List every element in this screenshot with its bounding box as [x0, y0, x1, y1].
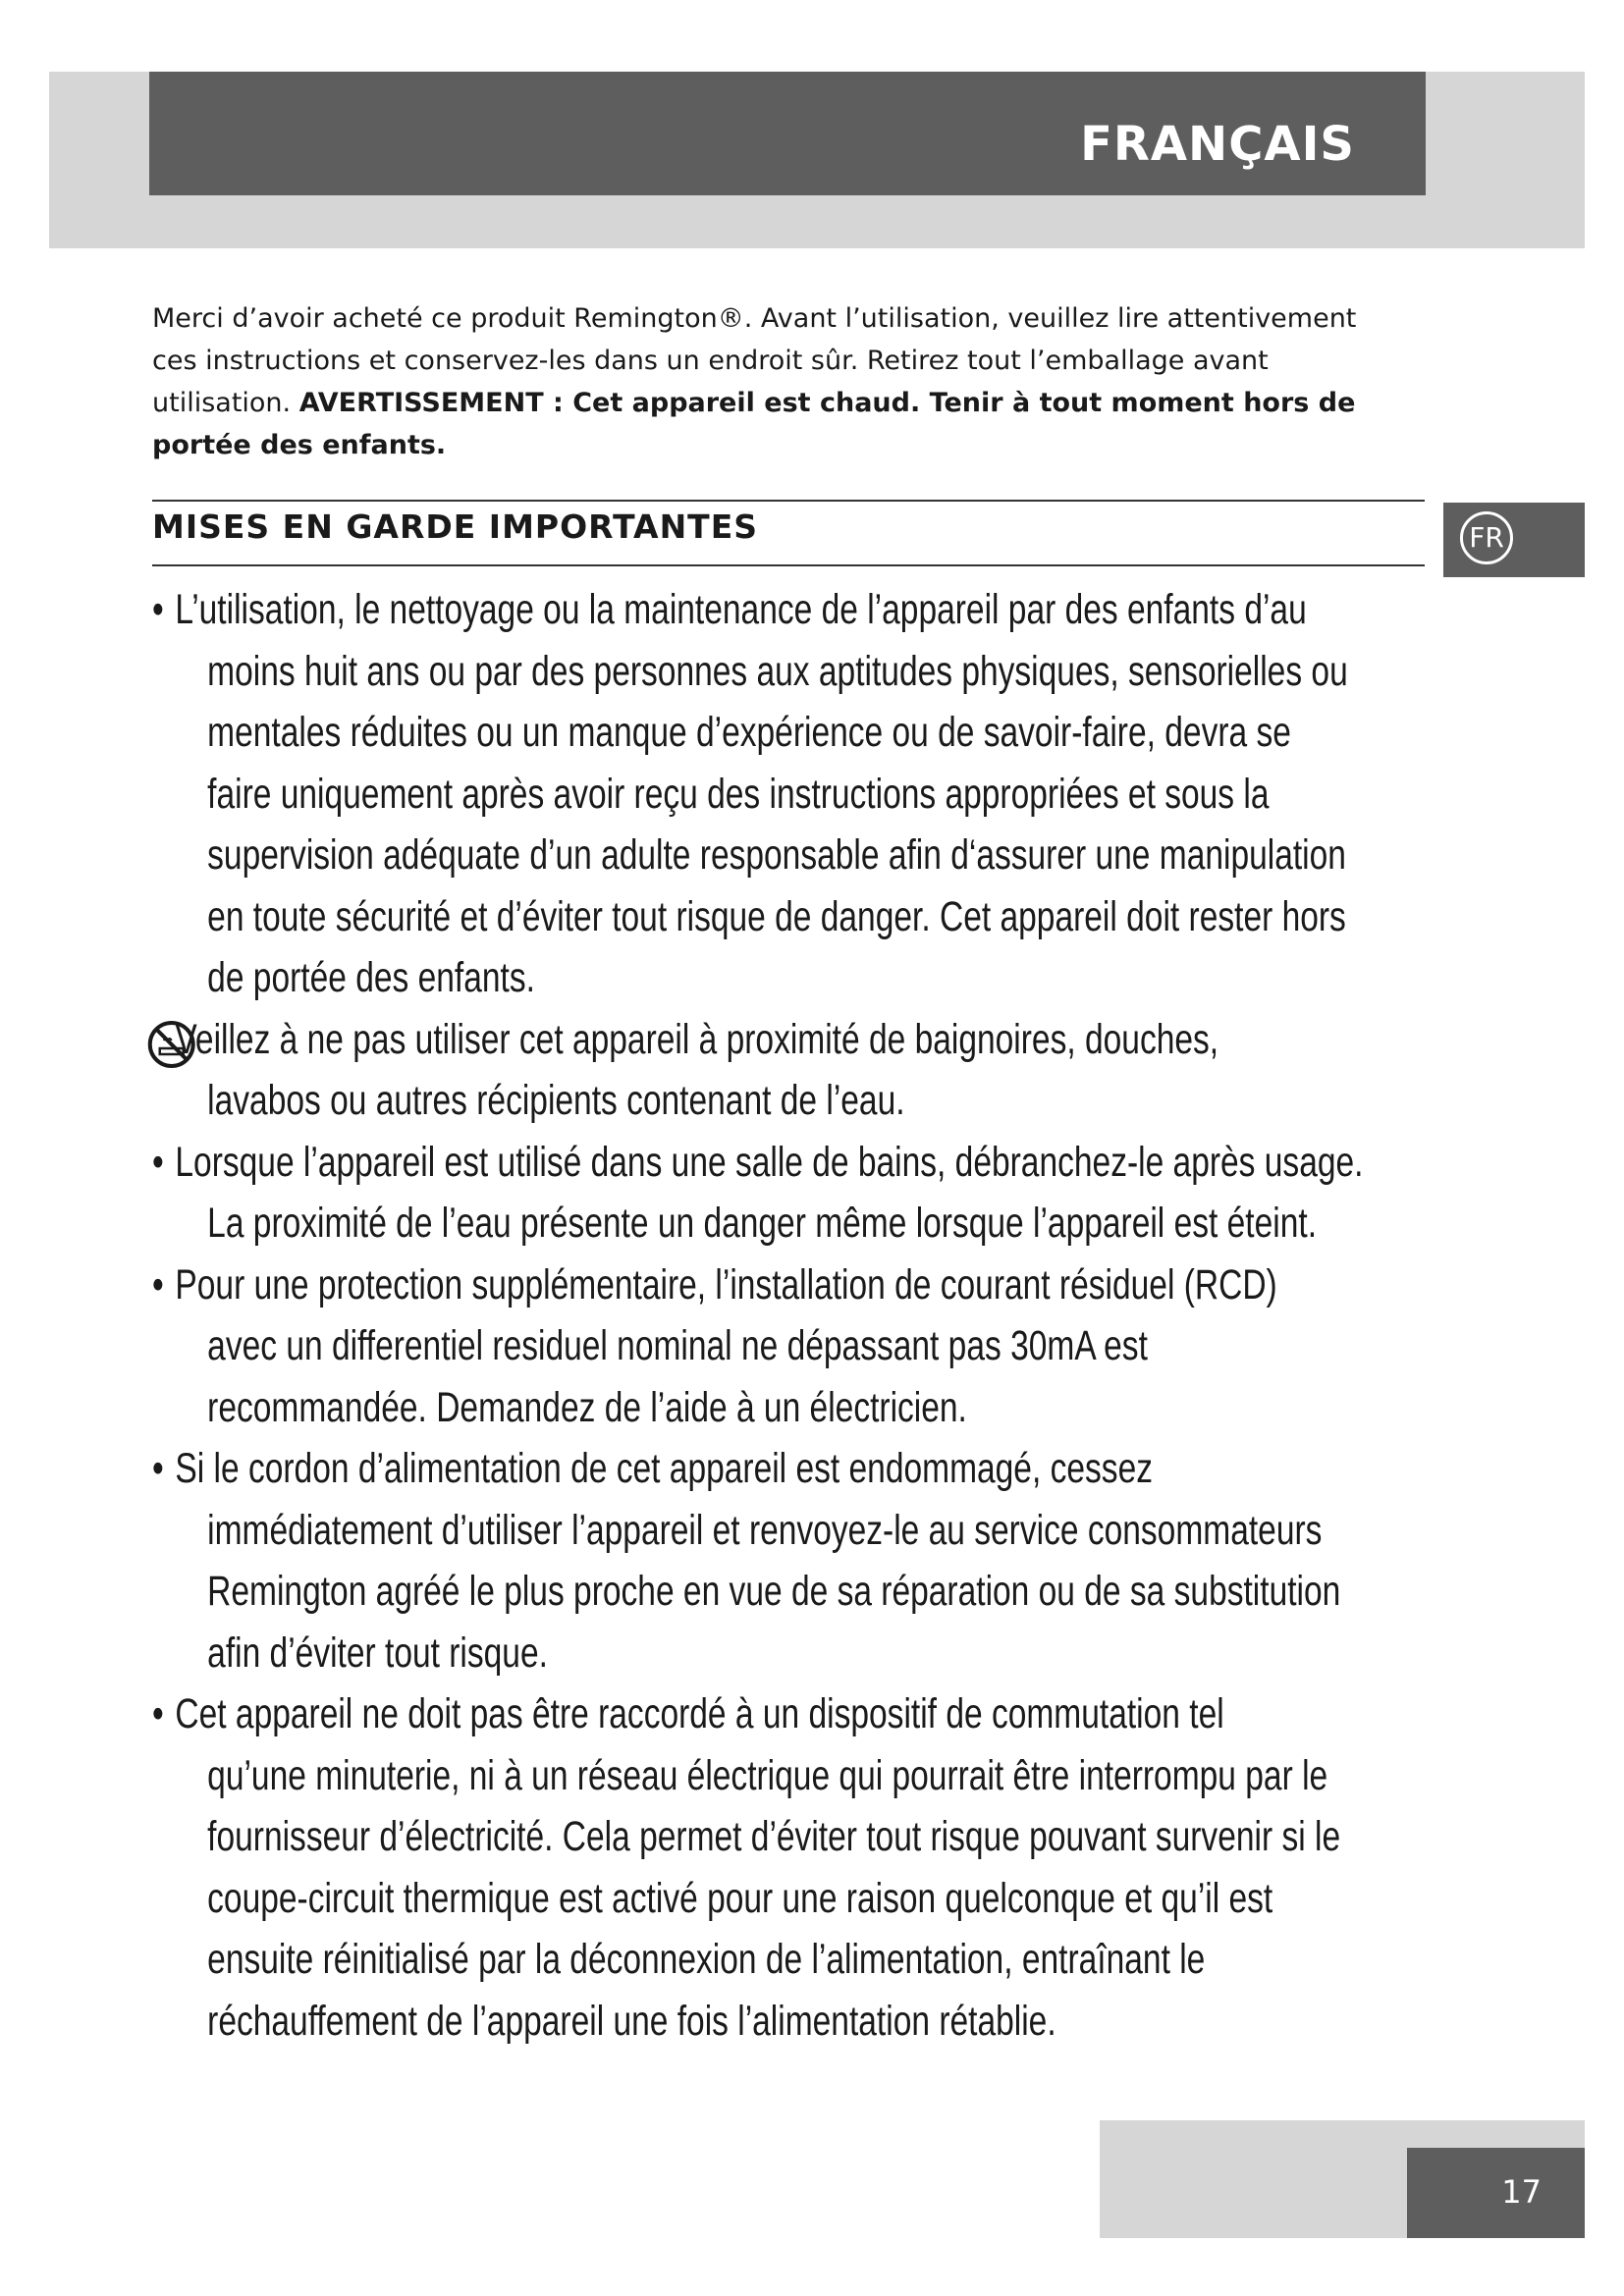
bullet-marker: •: [152, 1445, 164, 1492]
page-number: 17: [1501, 2173, 1542, 2211]
item-line: coupe-circuit thermique est activé pour une raison quelconque et qu’il est: [207, 1874, 1273, 1922]
bullet-marker: •: [152, 1690, 164, 1737]
item-lead-line: Lorsque l’appareil est utilisé dans une salle de bains, débranchez-le après usage.: [175, 1138, 1364, 1186]
item-line: La proximité de l’eau présente un danger même lorsque l’appareil est éteint.: [207, 1200, 1318, 1247]
item-lead-line: Pour une protection supplémentaire, l’installation de courant résiduel (RCD): [175, 1260, 1277, 1308]
item-line: avec un differentiel residuel nominal ne dépassant pas 30mA est: [207, 1322, 1148, 1369]
list-item: [152, 579, 1454, 1009]
no-water-icon: [146, 1019, 197, 1070]
list-item: [152, 1683, 1454, 2052]
intro-warning: AVERTISSEMENT : Cet appareil est chaud. Tenir à tout moment hors de portée des enfants.: [152, 388, 1356, 460]
language-tab: [1443, 503, 1585, 577]
section-rule-bottom: [152, 564, 1425, 566]
list-item: [152, 1438, 1454, 1683]
item-lead-line: Cet appareil ne doit pas être raccordé à un dispositif de commutation tel: [175, 1690, 1224, 1737]
item-line: moins huit ans ou par des personnes aux aptitudes physiques, sensorielles ou: [207, 647, 1348, 695]
list-item: [152, 1255, 1454, 1439]
bullet-marker: •: [152, 1138, 164, 1186]
item-lead-line: L’utilisation, le nettoyage ou la maintenance de l’appareil par des enfants d’au: [175, 586, 1307, 633]
header-bar: [149, 72, 1426, 195]
item-lead-line: Veillez à ne pas utiliser cet appareil à proximité de baignoires, douches,: [175, 1015, 1219, 1063]
item-line: lavabos ou autres récipients contenant de l’eau.: [207, 1077, 905, 1124]
item-line: mentales réduites ou un manque d’expérience ou de savoir-faire, devra se: [207, 709, 1291, 756]
footer-bar: [1407, 2148, 1585, 2238]
item-line: Remington agréé le plus proche en vue de sa réparation ou de sa substitution: [207, 1568, 1341, 1615]
page-title: FRANÇAIS: [1080, 117, 1355, 172]
bullet-marker: •: [152, 1260, 164, 1308]
item-line: en toute sécurité et d’éviter tout risque de danger. Cet appareil doit rester hors: [207, 892, 1346, 940]
language-badge: FR: [1460, 511, 1513, 564]
item-line: fournisseur d’électricité. Cela permet d’éviter tout risque pouvant survenir si le: [207, 1813, 1341, 1860]
intro-text: Merci d’avoir acheté ce produit Remington®. Avant l’utilisation, veuillez lire attentivement ces instructions et conservez-les dans un endroit sûr. Retirez tout l’emballage avant utilisation.: [152, 303, 1357, 418]
item-line: recommandée. Demandez de l’aide à un électricien.: [207, 1383, 967, 1431]
item-line: de portée des enfants.: [207, 954, 535, 1001]
section-rule-top: [152, 500, 1425, 502]
intro-paragraph: [152, 297, 1360, 466]
item-line: réchauffement de l’appareil une fois l’alimentation rétablie.: [207, 1997, 1056, 2045]
section-title: MISES EN GARDE IMPORTANTES: [152, 507, 759, 546]
list-item: [152, 1132, 1454, 1255]
item-line: supervision adéquate d’un adulte responsable afin d‘assurer une manipulation: [207, 831, 1346, 879]
warnings-list: [152, 579, 1454, 2052]
item-line: afin d’éviter tout risque.: [207, 1629, 548, 1677]
item-line: ensuite réinitialisé par la déconnexion de l’alimentation, entraînant le: [207, 1936, 1206, 1983]
item-line: immédiatement d’utiliser l’appareil et renvoyez-le au service consommateurs: [207, 1506, 1323, 1554]
item-line: faire uniquement après avoir reçu des instructions appropriées et sous la: [207, 770, 1270, 818]
bullet-marker: •: [152, 586, 164, 633]
list-item: [152, 1009, 1454, 1132]
item-line: qu’une minuterie, ni à un réseau électrique qui pourrait être interrompu par le: [207, 1751, 1328, 1799]
item-lead-line: Si le cordon d’alimentation de cet appareil est endommagé, cessez: [175, 1445, 1153, 1492]
